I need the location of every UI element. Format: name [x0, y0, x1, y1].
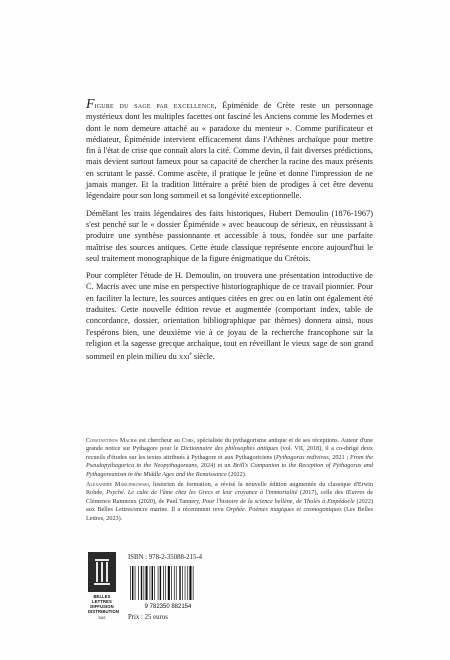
- barcode-bar: [163, 566, 164, 600]
- logo-subcaption: SAS: [98, 616, 106, 620]
- drop-cap: F: [86, 97, 95, 112]
- column-emblem-icon: [91, 555, 113, 589]
- century-sup: e: [189, 352, 192, 358]
- blurb-paragraph-1: [86, 97, 373, 202]
- bio-text: Cnrs: [181, 437, 194, 444]
- price: Prix : 25 euros: [128, 614, 168, 621]
- barcode-bar: [158, 566, 159, 600]
- bio-text: (2022) aux Belles Lettres/encre marine. Il a récemment revu: [86, 497, 373, 514]
- barcode-bar: [132, 566, 133, 600]
- logo-caption: BELLES LETTRES DIFFUSION DISTRIBUTION: [88, 594, 119, 614]
- barcode-bar: [154, 566, 155, 600]
- barcode-bar: [174, 566, 175, 600]
- blurb-paragraph-2: Démêlant les traits légendaires des faits historiques, Hubert Demoulin (1876-1967) s'est penché sur le « dossier Épiménide » avec beaucoup de sérieux, en réussissant à produire une synthèse passionnante et accessible à tous, fondée sur une parfaite maîtrise des sources antiques. Cette étude classique représente encore aujourd'hui le seul traitement monographique de la figure énigmatique du Crétois.: [86, 208, 373, 263]
- bio-macris: [86, 437, 373, 479]
- bio-text: (2017), celle des: [297, 489, 346, 497]
- barcode-bar: [138, 566, 139, 600]
- paragraph-text: siècle.: [191, 352, 215, 361]
- barcode: [128, 566, 208, 610]
- author-name: Alexandre Marcinkowski: [86, 481, 149, 489]
- barcode-bar: [144, 566, 145, 600]
- book-title: Brill's Companion to the Reception of Pythagoras and Pythagoreanism in the Middle Ages and the Renaissance: [86, 462, 373, 478]
- barcode-bar: [150, 566, 151, 600]
- barcode-bar: [185, 566, 186, 600]
- barcode-bar: [135, 566, 136, 600]
- barcode-bar: [146, 566, 148, 600]
- book-title: Pour l'histoire de la science hellène, de Thalès à Empédocle: [202, 497, 355, 505]
- logo-emblem: [88, 552, 116, 592]
- bio-text: , historien de formation, a révisé la nouvelle édition augmentée du classique d'Erwin Rohde,: [86, 481, 373, 497]
- paragraph-text: Pour compléter l'étude de H. Demoulin, on trouvera une présentation introductive de C. Macris avec une mise en perspective historiographique de ce travail pionnier. Pour en faciliter la lecture, les sources antiques citées en grec ou en latin ont également été traduites. Cette nouvelle édition revue et augmentée (comportant index, table de concordance, dossier, orientation bibliographique par thèmes) donnera ainsi, nous l'espérons bien, une deuxième vie à ce joyau de la recherche francophone sur la religion et la sagesse grecque archaïque, tout en réveillant le vieux sage de son grand sommeil en plein milieu du: [86, 271, 373, 361]
- barcode-bar: [141, 566, 142, 600]
- bio-text: (2022).: [226, 470, 247, 478]
- book-title: Pythagoras redivivus: [275, 453, 329, 461]
- publisher-logo: [88, 552, 119, 620]
- bio-marcinkowski: [86, 481, 373, 523]
- blurb-paragraph-3: [86, 270, 373, 362]
- barcode-digits: 9 782350 882154: [144, 604, 192, 610]
- lead-in: igure du sage par excellence,: [94, 101, 217, 110]
- barcode-bar: [179, 566, 180, 600]
- author-bios: [86, 437, 373, 525]
- bio-text: de Clémence Ramnoux (2020), de Paul Tannery,: [86, 489, 374, 505]
- barcode-bar: [130, 566, 131, 600]
- book-title: Œuvres: [345, 489, 365, 497]
- book-title: From the Pseudopythagorica to the Neopythagoreans: [86, 453, 373, 470]
- bio-text: (vol. VII, 2018), il a co-dirigé deux recueils d'études sur les textes attribués à Pythagore et aux Pythagoriciens (: [86, 445, 373, 461]
- bio-text: (Les Belles Lettres, 2023).: [86, 506, 373, 522]
- barcode-bar: [182, 566, 183, 600]
- barcode-bar: [176, 566, 177, 600]
- bio-text: , spécialiste du pythagorisme antique et de ses réceptions. Auteur d'une grande notice sur Pythagore pour le: [86, 437, 373, 453]
- book-title: Orphée. Poèmes magiques et cosmogoniques: [226, 506, 342, 514]
- author-name: Constantinos Macris: [86, 437, 137, 444]
- barcode-bar: [160, 566, 161, 600]
- bio-text: est chercheur au: [137, 437, 182, 444]
- barcode-bar: [187, 566, 188, 600]
- century-numeral: xxi: [178, 352, 190, 361]
- isbn: ISBN : 978-2-35088-215-4: [128, 554, 203, 561]
- barcode-bar: [168, 566, 170, 600]
- barcode-bar: [171, 566, 172, 600]
- barcode-bar: [152, 566, 153, 600]
- bio-text: , 2024) et un: [196, 462, 233, 470]
- barcode-bar: [189, 566, 191, 600]
- book-title: Psyché. Le culte de l'âme chez les Grecs et leur croyance à l'immortalité: [106, 489, 298, 497]
- barcode-bar: [193, 566, 194, 600]
- book-title: Dictionnaire des philosophes antiques: [180, 445, 279, 453]
- bio-text: , 2021 ;: [328, 453, 351, 461]
- barcode-bar: [165, 566, 166, 600]
- paragraph-text: Épiménide de Crète reste un personnage mystérieux dont les multiples facettes ont fasciné les Anciens comme les Modernes et dont le nom demeure attaché au « paradoxe du menteur ». Comme purificateur et médiateur, Épiménide intervient efficacement dans l'Athènes archaïque pour mettre fin à l'état de crise que connaît alors la cité. Comme devin, il fait diverses prédictions, mais devient surtout fameux pour sa capacité de chercher la racine des maux présents en scrutant le passé. Comme ascète, il pratique le jeûne et donne l'impression de ne jamais manger. Et la tradition littéraire a prêté bien de prodiges à cet être devenu légendaire pour son long sommeil et sa longévité exceptionnelle.: [86, 101, 373, 201]
- blurb: [86, 97, 373, 368]
